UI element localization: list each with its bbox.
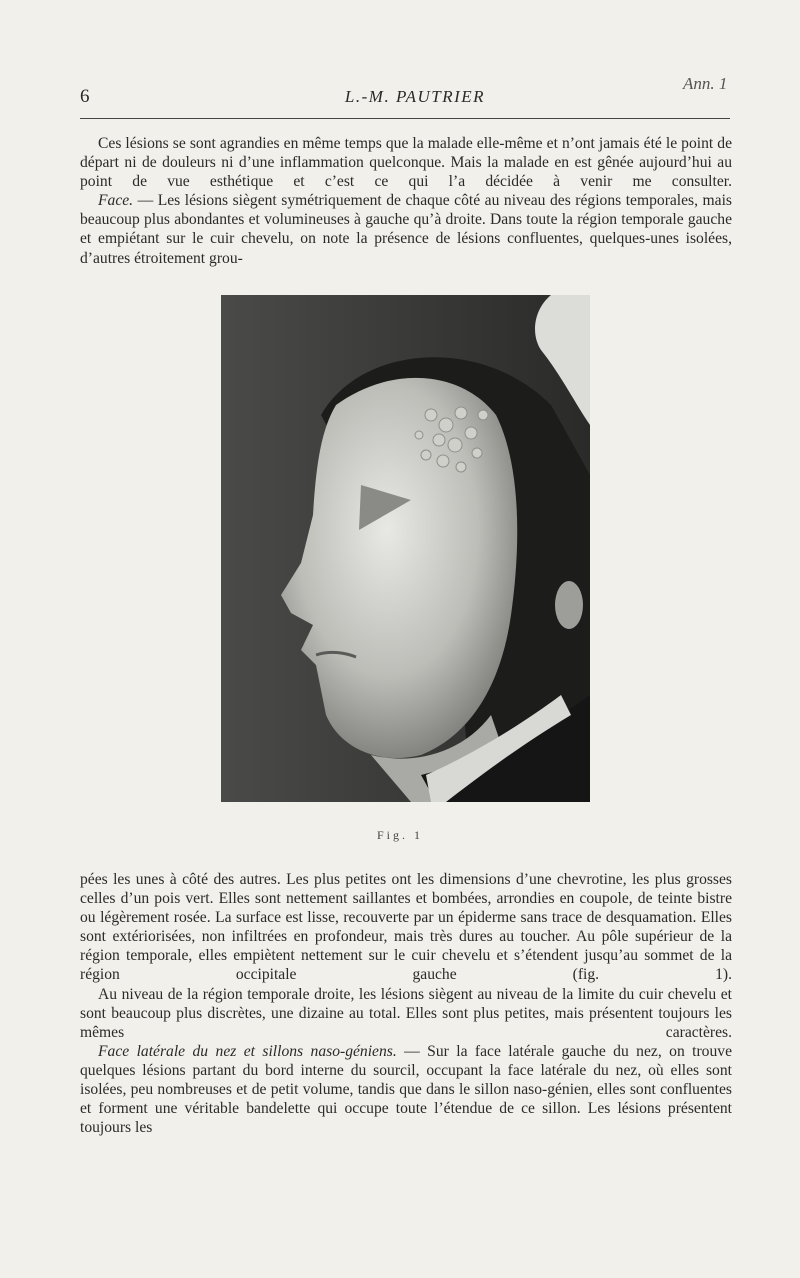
- text-block-top: [80, 134, 732, 268]
- text-block-bottom: [80, 870, 732, 1137]
- paragraph-nose: Face latérale du nez et sillons naso-géniens. — Sur la face latérale gauche du nez, on trouve quelques lésions partant du bord interne du sourcil, occupant la face latérale du nez, où elles sont isolées, peu nombreuses et de petit volume, tandis que dans le sillon naso-génien, elles sont confluentes et forment une véritable bandelette qui occupe toute l’étendue de ce sillon. Les lésions présentent toujours les: [80, 1042, 732, 1137]
- handwritten-annotation: Ann. 1: [683, 74, 728, 93]
- running-header: [80, 86, 730, 112]
- paragraph-nose-text: Sur la face latérale gauche du nez, on trouve quelques lésions partant du bord interne du sourcil, occupant la face latérale du nez, où elles sont isolées, peu nombreuses et de petit volume, tandis que dans le sillon naso-génien, elles sont confluentes et forment une véritable bandelette qui occupe toute l’étendue de ce sillon. Les lésions présentent toujours les: [80, 1042, 732, 1137]
- author-name: L.-M. PAUTRIER: [344, 87, 486, 106]
- paragraph-face-text: Les lésions siègent symétriquement de chaque côté au niveau des régions temporales, mais beaucoup plus abondantes et volumineuses à gauche qu’à droite. Dans toute la région temporale gauche et empiétant sur le cuir chevelu, on note la présence de lésions confluentes, quelques-unes isolées, d’autres étroitement grou-: [80, 192, 732, 267]
- paragraph: Au niveau de la région temporale droite, les lésions siègent au niveau de la limite du cuir chevelu et sont beaucoup plus discrètes, une dizaine au total. Elles sont plus petites, mais présentent toujours les mêmes caractères.: [80, 985, 732, 1041]
- paragraph: pées les unes à côté des autres. Les plus petites ont les dimensions d’une chevrotine, les plus grosses celles d’un pois vert. Elles sont nettement saillantes et bombées, arrondies en coupole, de teinte bistre ou légèrement rosée. La surface est lisse, recouverte par un épiderme sans trace de desquamation. Elles sont extériorisées, non infiltrées en profondeur, mais très dures au toucher. Au pôle supérieur de la région temporale, elles empiètent nettement sur le cuir chevelu et s’étendent jusqu’au sommet de la région occipitale gauche (fig. 1).: [80, 871, 732, 984]
- nose-label: Face latérale du nez et sillons naso-géniens.: [98, 1042, 397, 1060]
- paragraph: Ces lésions se sont agrandies en même temps que la malade elle-même et n’ont jamais été le point de départ ni de douleurs ni d’une inflammation quelconque. Mais la malade en est gênée aujourd’hui au point de vue esthétique et c’est ce qui l’a décidée à venir me consulter.: [80, 135, 732, 191]
- figure-photograph: [221, 295, 590, 802]
- page-number: 6: [80, 86, 90, 107]
- paragraph-face: Face. — Les lésions siègent symétriquement de chaque côté au niveau des régions temporales, mais beaucoup plus abondantes et volumineuses à gauche qu’à droite. Dans toute la région temporale gauche et empiétant sur le cuir chevelu, on note la présence de lésions confluentes, quelques-unes isolées, d’autres étroitement grou-: [80, 192, 732, 267]
- face-label: Face.: [98, 192, 134, 210]
- figure-caption: Fig. 1: [376, 828, 423, 842]
- header-rule: [80, 118, 730, 119]
- portrait-photo-illustration: [221, 295, 590, 802]
